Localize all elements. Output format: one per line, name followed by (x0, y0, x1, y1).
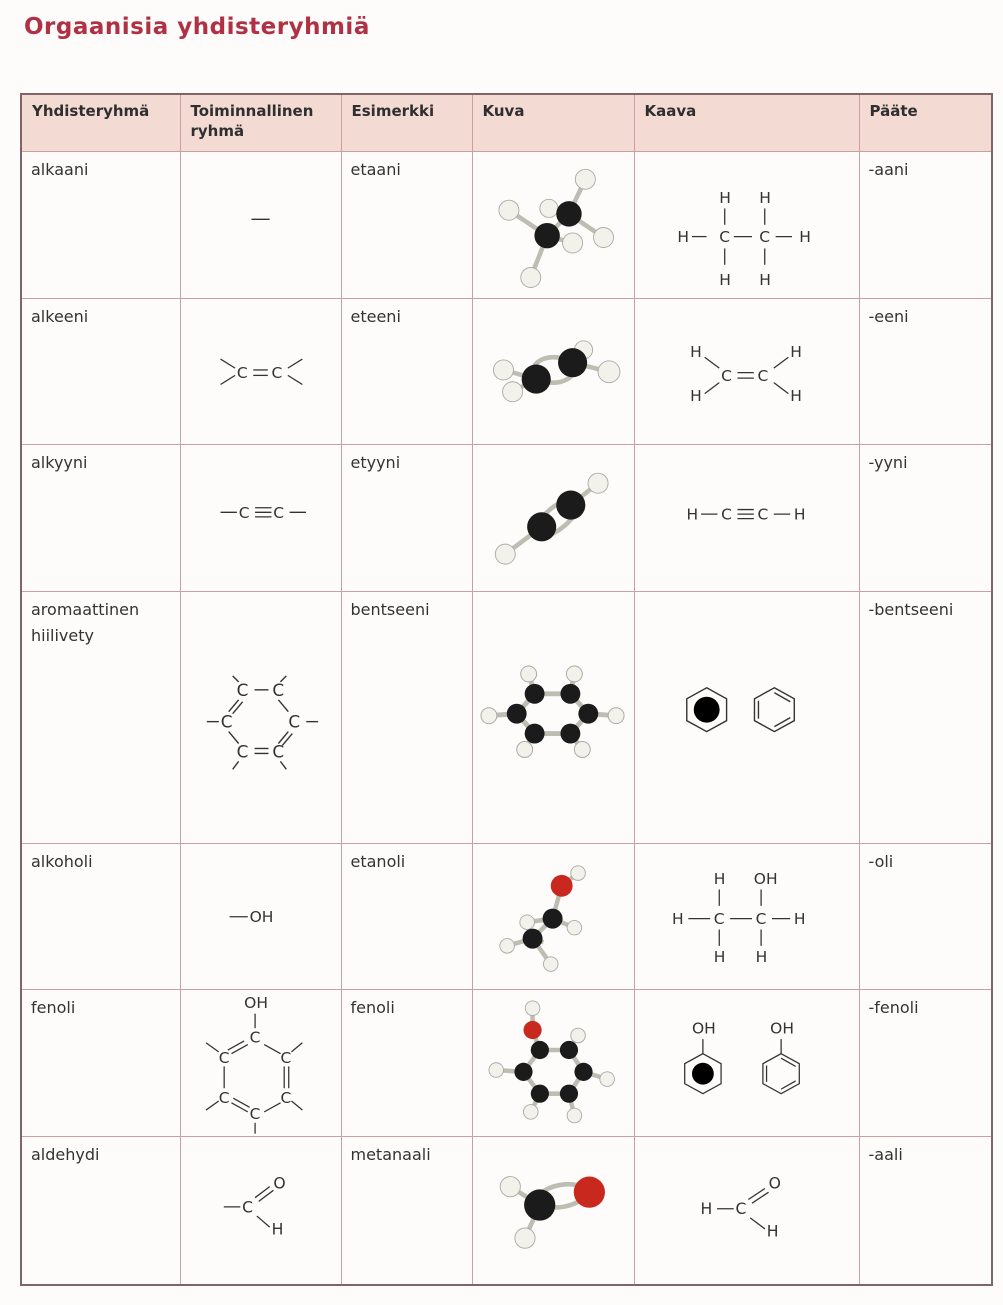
svg-text:H: H (793, 505, 805, 524)
functional-group-structure (180, 843, 341, 990)
svg-text:H: H (755, 948, 767, 967)
functional-group-structure (180, 298, 341, 445)
example-cell: metanaali (341, 1136, 472, 1285)
svg-text:C: C (280, 1089, 291, 1108)
svg-text:OH: OH (769, 1020, 794, 1039)
ethene-structural-formula (634, 298, 859, 445)
group-cell: alkyyni (21, 445, 180, 592)
svg-text:C: C (756, 366, 768, 385)
svg-text:C: C (241, 1198, 253, 1217)
svg-text:C: C (249, 1105, 260, 1124)
svg-text:H: H (789, 386, 802, 405)
ethene-model-image (472, 298, 634, 445)
svg-text:C: C (713, 909, 725, 928)
header-example: Esimerkki (341, 94, 472, 152)
phenol-model-image (472, 990, 634, 1137)
suffix-cell: -bentseeni (859, 591, 992, 843)
example-cell: eteeni (341, 298, 472, 445)
ethane-model-image (472, 152, 634, 299)
svg-text:C: C (271, 740, 284, 761)
table-row (21, 843, 992, 990)
svg-text:H: H (718, 188, 731, 207)
benzene-structural-formula (634, 591, 859, 843)
svg-text:C: C (272, 503, 284, 522)
group-cell: alkaani (21, 152, 180, 299)
svg-text:C: C (218, 1089, 230, 1108)
example-cell: etanoli (341, 843, 472, 990)
compound-groups-table (20, 93, 993, 1286)
benzene-model-image (472, 591, 634, 843)
svg-text:H: H (676, 228, 689, 247)
table-row (21, 990, 992, 1137)
example-cell: etaani (341, 152, 472, 299)
svg-text:H: H (798, 228, 811, 247)
svg-text:C: C (271, 679, 284, 700)
svg-text:H: H (758, 188, 771, 207)
functional-group-structure (180, 591, 341, 843)
svg-text:H: H (686, 505, 698, 524)
ethanol-model-image (472, 843, 634, 990)
svg-text:O: O (272, 1174, 286, 1193)
svg-text:H: H (713, 869, 725, 888)
table-row (21, 445, 992, 592)
svg-text:OH: OH (691, 1020, 716, 1039)
header-image: Kuva (472, 94, 634, 152)
svg-text:C: C (735, 1200, 746, 1219)
svg-text:C: C (238, 503, 250, 522)
svg-text:C: C (720, 366, 732, 385)
svg-text:OH: OH (753, 869, 778, 888)
svg-text:C: C (718, 228, 730, 247)
svg-text:C: C (280, 1049, 291, 1068)
svg-text:H: H (689, 386, 702, 405)
group-cell: fenoli (21, 990, 180, 1137)
table-row (21, 1136, 992, 1285)
page-title: Orgaanisia yhdisteryhmiä (24, 14, 370, 40)
header-functional-group: Toiminnallinen ryhmä (180, 94, 341, 152)
ethyne-structural-formula (634, 445, 859, 592)
suffix-cell: -aali (859, 1136, 992, 1285)
ethyne-model-image (472, 445, 634, 592)
svg-text:H: H (758, 270, 771, 289)
ethane-structural-formula (634, 152, 859, 299)
table-row (21, 152, 992, 299)
svg-text:C: C (236, 363, 248, 382)
suffix-cell: -oli (859, 843, 992, 990)
functional-group-structure (180, 990, 341, 1137)
methanal-structural-formula (634, 1136, 859, 1285)
svg-text:H: H (700, 1200, 712, 1219)
svg-text:C: C (758, 228, 770, 247)
svg-text:C: C (236, 740, 248, 761)
table-row (21, 298, 992, 445)
svg-text:OH: OH (249, 908, 273, 927)
svg-text:C: C (720, 505, 732, 524)
svg-text:C: C (220, 711, 233, 732)
suffix-cell: -eeni (859, 298, 992, 445)
example-cell: fenoli (341, 990, 472, 1137)
svg-text:H: H (793, 909, 805, 928)
svg-text:H: H (766, 1222, 779, 1241)
svg-text:C: C (756, 505, 768, 524)
suffix-cell: -yyni (859, 445, 992, 592)
svg-text:H: H (689, 342, 702, 361)
svg-text:C: C (755, 909, 766, 928)
example-cell: bentseeni (341, 591, 472, 843)
svg-text:C: C (249, 1029, 260, 1048)
functional-group-structure (180, 1136, 341, 1285)
svg-text:C: C (236, 679, 248, 700)
svg-text:H: H (271, 1220, 283, 1239)
functional-group-structure (180, 445, 341, 592)
svg-text:O: O (768, 1174, 781, 1193)
header-formula: Kaava (634, 94, 859, 152)
svg-text:H: H (713, 948, 725, 967)
svg-text:C: C (287, 711, 300, 732)
svg-text:OH: OH (243, 994, 268, 1013)
phenol-structural-formula (634, 990, 859, 1137)
group-cell: aromaattinen hiilivety (21, 591, 180, 843)
svg-text:C: C (218, 1049, 230, 1068)
table-row (21, 591, 992, 843)
group-cell: alkeeni (21, 298, 180, 445)
svg-text:H: H (718, 270, 731, 289)
table-header-row (21, 94, 992, 152)
group-cell: alkoholi (21, 843, 180, 990)
header-suffix: Pääte (859, 94, 992, 152)
header-group: Yhdisteryhmä (21, 94, 180, 152)
group-cell: aldehydi (21, 1136, 180, 1285)
svg-text:H: H (671, 909, 684, 928)
example-cell: etyyni (341, 445, 472, 592)
suffix-cell: -aani (859, 152, 992, 299)
svg-text:H: H (789, 342, 802, 361)
ethanol-structural-formula (634, 843, 859, 990)
functional-group-structure (180, 152, 341, 299)
suffix-cell: -fenoli (859, 990, 992, 1137)
methanal-model-image (472, 1136, 634, 1285)
svg-text:C: C (270, 363, 282, 382)
